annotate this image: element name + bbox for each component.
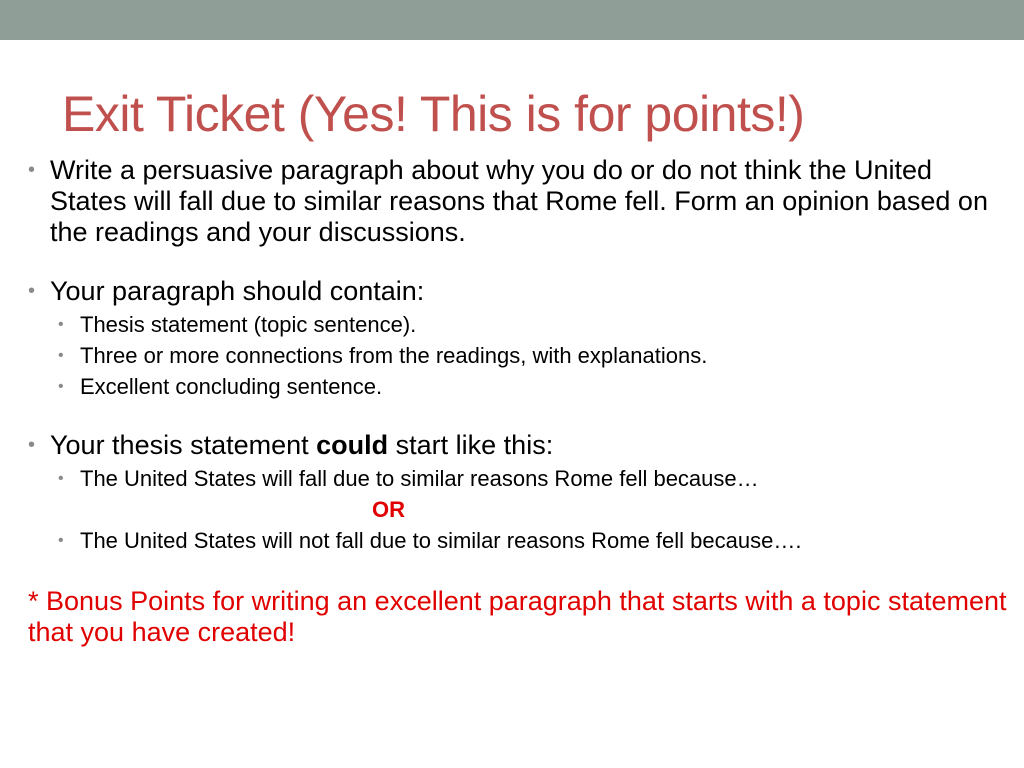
sub-bullet-connections-text: Three or more connections from the readings, with explanations. <box>80 343 708 368</box>
sub-bullet-will-not-fall <box>28 528 1008 554</box>
top-band <box>0 0 1024 40</box>
bullet-thesis-start-after: start like this: <box>388 430 554 460</box>
sub-bullet-dot-icon: • <box>58 532 64 549</box>
sub-bullet-thesis <box>28 312 1008 338</box>
bullet-thesis-start <box>28 430 1008 461</box>
sub-bullet-dot-icon: • <box>58 347 64 364</box>
sub-bullet-connections <box>28 343 1008 369</box>
sub-bullet-conclusion <box>28 374 1008 400</box>
bullet-instruction-text: Write a persuasive paragraph about why you do or do not think the United States will fall due to similar reasons that Rome fell. Form an opinion based on the readings and your discussions. <box>50 155 988 247</box>
sub-bullet-dot-icon: • <box>58 378 64 395</box>
sub-bullet-conclusion-text: Excellent concluding sentence. <box>80 374 383 399</box>
sub-bullet-will-fall-text: The United States will fall due to similar reasons Rome fell because… <box>80 466 759 491</box>
bullet-dot-icon: • <box>28 159 36 181</box>
bonus-note: * Bonus Points for writing an excellent paragraph that starts with a topic statement that you have created! <box>28 586 1007 647</box>
sub-bullet-dot-icon: • <box>58 470 64 487</box>
sub-bullet-will-fall <box>28 466 1008 492</box>
slide-title: Exit Ticket (Yes! This is for points!) <box>62 86 805 142</box>
bullet-instruction <box>28 155 1008 248</box>
sub-bullet-dot-icon: • <box>58 316 64 333</box>
bullet-paragraph-contents-text: Your paragraph should contain: <box>50 276 425 306</box>
bullet-paragraph-contents <box>28 276 1008 307</box>
sub-bullet-thesis-text: Thesis statement (topic sentence). <box>80 312 417 337</box>
slide-body <box>28 155 1008 648</box>
sub-bullet-will-not-fall-text: The United States will not fall due to similar reasons Rome fell because…. <box>80 528 802 553</box>
bullet-thesis-start-bold: could <box>316 430 389 460</box>
or-separator: OR <box>372 497 405 522</box>
bullet-dot-icon: • <box>28 434 36 456</box>
bullet-thesis-start-before: Your thesis statement <box>50 430 317 460</box>
bullet-dot-icon: • <box>28 280 36 302</box>
